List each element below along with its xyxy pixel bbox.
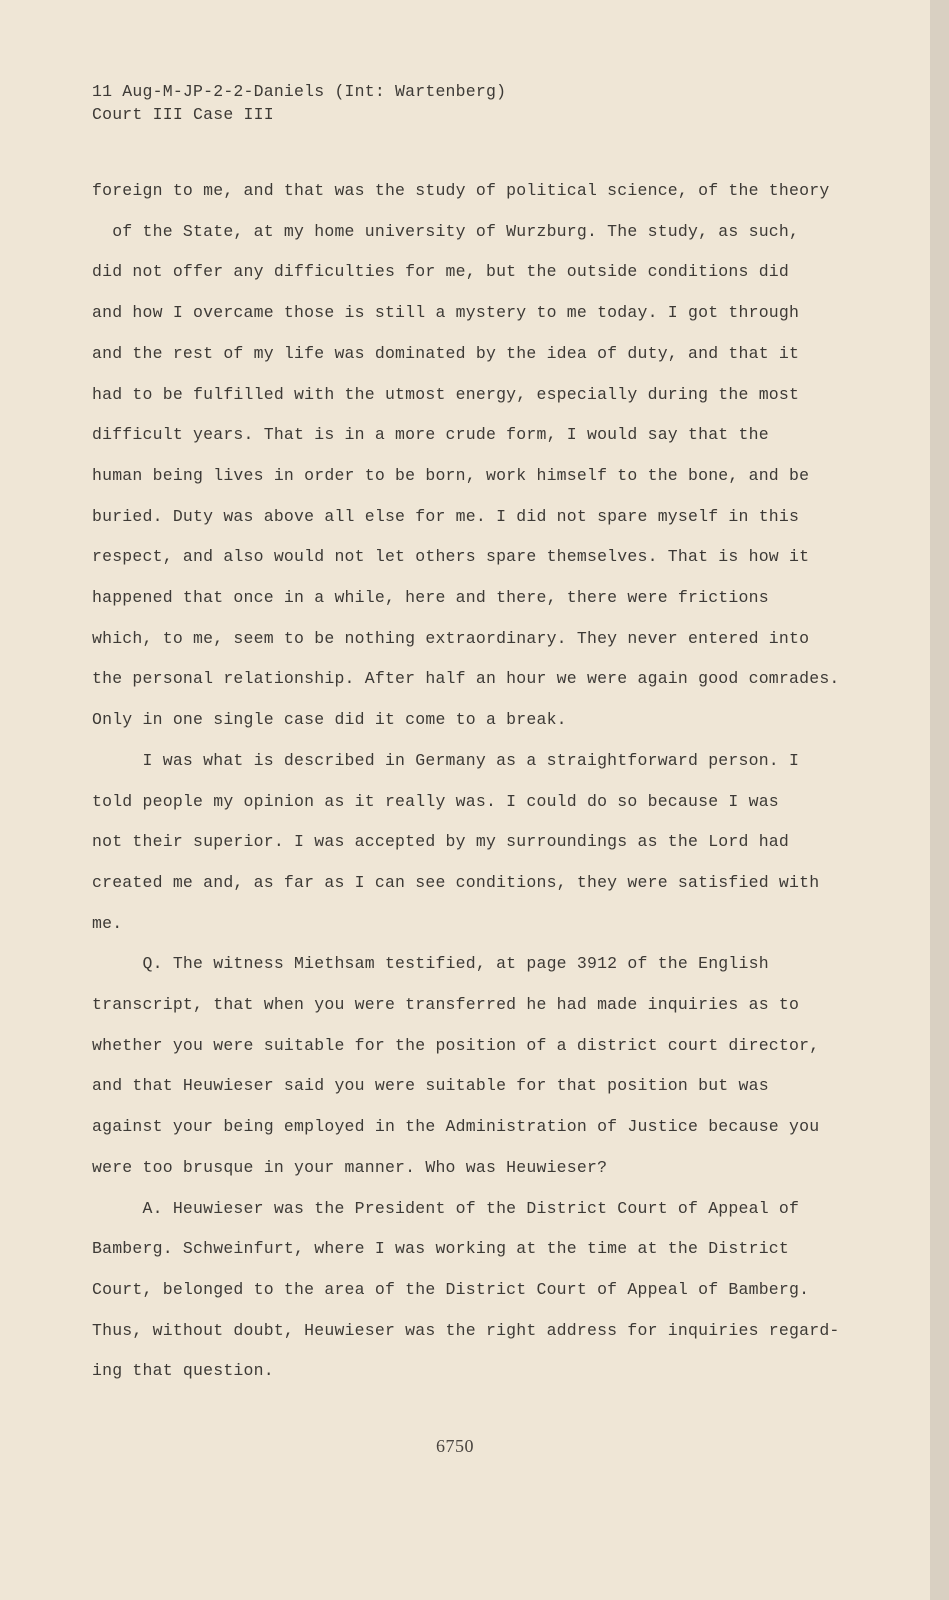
body-line: ing that question. xyxy=(92,1361,274,1380)
body-line: had to be fulfilled with the utmost energy, especially during the most xyxy=(92,385,800,404)
body-line: were too brusque in your manner. Who was Heuwieser? xyxy=(92,1158,608,1177)
body-line: told people my opinion as it really was. I could do so because I was xyxy=(92,792,779,811)
body-line: the personal relationship. After half an hour we were again good comrades. xyxy=(92,669,840,688)
header-court-case: Court III Case III xyxy=(92,105,274,124)
body-line: and that Heuwieser said you were suitable for that position but was xyxy=(92,1076,769,1095)
body-line: transcript, that when you were transferred he had made inquiries as to xyxy=(92,995,800,1014)
body-line: Court, belonged to the area of the District Court of Appeal of Bamberg. xyxy=(92,1280,810,1299)
body-line: against your being employed in the Administration of Justice because you xyxy=(92,1117,820,1136)
page-edge-shadow xyxy=(930,0,949,1600)
body-line: me. xyxy=(92,914,123,933)
body-line: whether you were suitable for the position of a district court director, xyxy=(92,1036,820,1055)
body-line: happened that once in a while, here and there, there were frictions xyxy=(92,588,769,607)
body-line: buried. Duty was above all else for me. I did not spare myself in this xyxy=(92,507,800,526)
body-line: did not offer any difficulties for me, but the outside conditions did xyxy=(92,262,790,281)
body-line: and the rest of my life was dominated by the idea of duty, and that it xyxy=(92,344,800,363)
body-line: Only in one single case did it come to a break. xyxy=(92,710,567,729)
body-line: Thus, without doubt, Heuwieser was the right address for inquiries regard- xyxy=(92,1321,840,1340)
body-line: and how I overcame those is still a mystery to me today. I got through xyxy=(92,303,800,322)
body-line: A. Heuwieser was the President of the District Court of Appeal of xyxy=(92,1199,800,1218)
page-number: 6750 xyxy=(436,1436,474,1456)
body-line: difficult years. That is in a more crude form, I would say that the xyxy=(92,425,769,444)
header-case-reference: 11 Aug-M-JP-2-2-Daniels (Int: Wartenberg) xyxy=(92,82,507,101)
body-line: human being lives in order to be born, work himself to the bone, and be xyxy=(92,466,810,485)
body-line: Bamberg. Schweinfurt, where I was working at the time at the District xyxy=(92,1239,790,1258)
body-line: Q. The witness Miethsam testified, at page 3912 of the English xyxy=(92,954,769,973)
body-line: foreign to me, and that was the study of political science, of the theory xyxy=(92,181,830,200)
document-header xyxy=(92,80,506,126)
body-line: not their superior. I was accepted by my surroundings as the Lord had xyxy=(92,832,790,851)
body-line: created me and, as far as I can see conditions, they were satisfied with xyxy=(92,873,820,892)
body-line: respect, and also would not let others spare themselves. That is how it xyxy=(92,547,810,566)
body-line: which, to me, seem to be nothing extraordinary. They never entered into xyxy=(92,629,810,648)
body-line: of the State, at my home university of Wurzburg. The study, as such, xyxy=(92,222,800,241)
body-line: I was what is described in Germany as a straightforward person. I xyxy=(92,751,800,770)
